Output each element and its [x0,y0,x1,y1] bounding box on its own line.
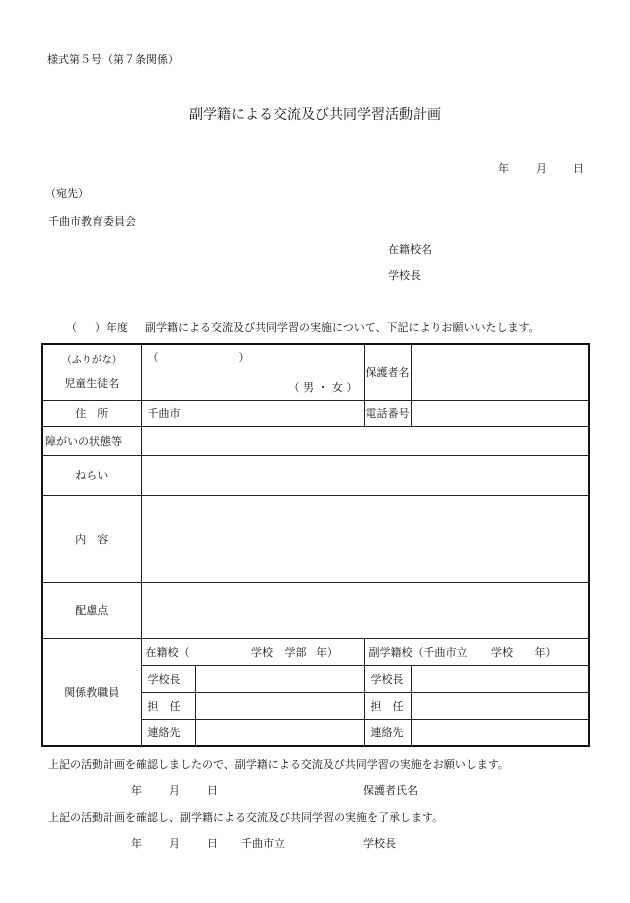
sub-year: 年） [534,645,557,659]
sub-principal-label: 学校長 [364,665,411,692]
student-name-field[interactable] [141,344,364,400]
consideration-row [42,582,589,638]
furigana-paren-open: （ [147,351,159,365]
enrolled-dept: 学部 [284,645,307,659]
enrolled-school-field[interactable] [141,638,364,665]
student-row [42,344,589,400]
enrolled-year: 年） [316,645,338,659]
disability-field[interactable] [141,426,589,455]
gender-select[interactable]: （ 男 ・ 女 ） [288,381,358,395]
sub-homeroom-field[interactable] [411,692,589,719]
guardian-confirm-text: 上記の活動計画を確認しましたので、副学籍による交流及び共同学習の実施をお願いします。 [48,758,509,771]
date-year: 年 [498,162,509,175]
guardian-name-label: 保護者氏名 [363,784,418,797]
enrolled-school: 学校 [251,645,273,659]
disability-row [42,426,589,455]
school-info-row [42,638,589,665]
date2-year: 年 [131,837,142,850]
principal-confirm-text: 上記の活動計画を確認し、副学籍による交流及び共同学習の実施を了承します。 [48,811,444,824]
consideration-label: 配慮点 [42,582,141,638]
aim-row [42,455,589,495]
sub-prefix: 副学籍校（千曲市立 [368,645,468,659]
aim-label: ねらい [42,455,141,495]
enrolled-principal-label: 学校長 [141,665,195,692]
student-label: 児童生徒名 [64,376,120,390]
furigana-label: （ふりがな） [61,354,122,366]
content-field[interactable] [141,495,589,582]
content-row [42,495,589,582]
address-label: 住 所 [42,400,141,426]
date2-day: 日 [207,837,218,850]
disability-label: 障がいの状態等 [42,426,141,455]
student-label-cell [42,344,141,400]
staff-label: 関係教職員 [42,638,141,746]
fiscal-year-paren-close: ）年度 [95,321,128,334]
enrolled-homeroom-field[interactable] [195,692,364,719]
principal-label: 学校長 [388,269,421,282]
enrolled-principal-field[interactable] [195,665,364,692]
enrolled-contact-label: 連絡先 [141,719,195,746]
sub-homeroom-label: 担 任 [364,692,411,719]
sub-school: 学校 [491,645,514,659]
form-number: 様式第５号（第７条関係） [47,53,179,66]
address-row [42,400,589,426]
school-name-label: 在籍校名 [388,243,432,256]
city-school-label: 千曲市立 [241,837,285,850]
sub-contact-label: 連絡先 [364,719,411,746]
content-label: 内 容 [42,495,141,582]
fiscal-year-paren-open: （ [66,321,77,334]
enrolled-contact-field[interactable] [195,719,364,746]
addressee-label: （宛先） [45,187,89,200]
phone-field[interactable] [411,400,589,426]
sub-principal-field[interactable] [411,665,589,692]
request-text: 副学籍による交流及び共同学習の実施について、下記によりお願いいたします。 [145,321,540,334]
date1-month: 月 [169,784,180,797]
furigana-paren-close: ） [238,351,250,365]
addressee: 千曲市教育委員会 [48,215,136,228]
enrolled-prefix: 在籍校（ [145,645,190,659]
date1-year: 年 [131,784,142,797]
aim-field[interactable] [141,455,589,495]
phone-label: 電話番号 [364,400,411,426]
date1-day: 日 [207,784,218,797]
guardian-name-field[interactable] [411,344,589,400]
date2-month: 月 [169,837,180,850]
sub-school-field[interactable] [364,638,589,665]
consideration-field[interactable] [141,582,589,638]
page-title: 副学籍による交流及び共同学習活動計画 [189,107,441,123]
date-month: 月 [536,162,547,175]
footer-principal-label: 学校長 [363,837,396,850]
activity-plan-table [41,343,590,747]
date-day: 日 [573,162,584,175]
address-field[interactable]: 千曲市 [141,400,364,426]
sub-contact-field[interactable] [411,719,589,746]
guardian-label: 保護者名 [364,344,411,400]
enrolled-homeroom-label: 担 任 [141,692,195,719]
